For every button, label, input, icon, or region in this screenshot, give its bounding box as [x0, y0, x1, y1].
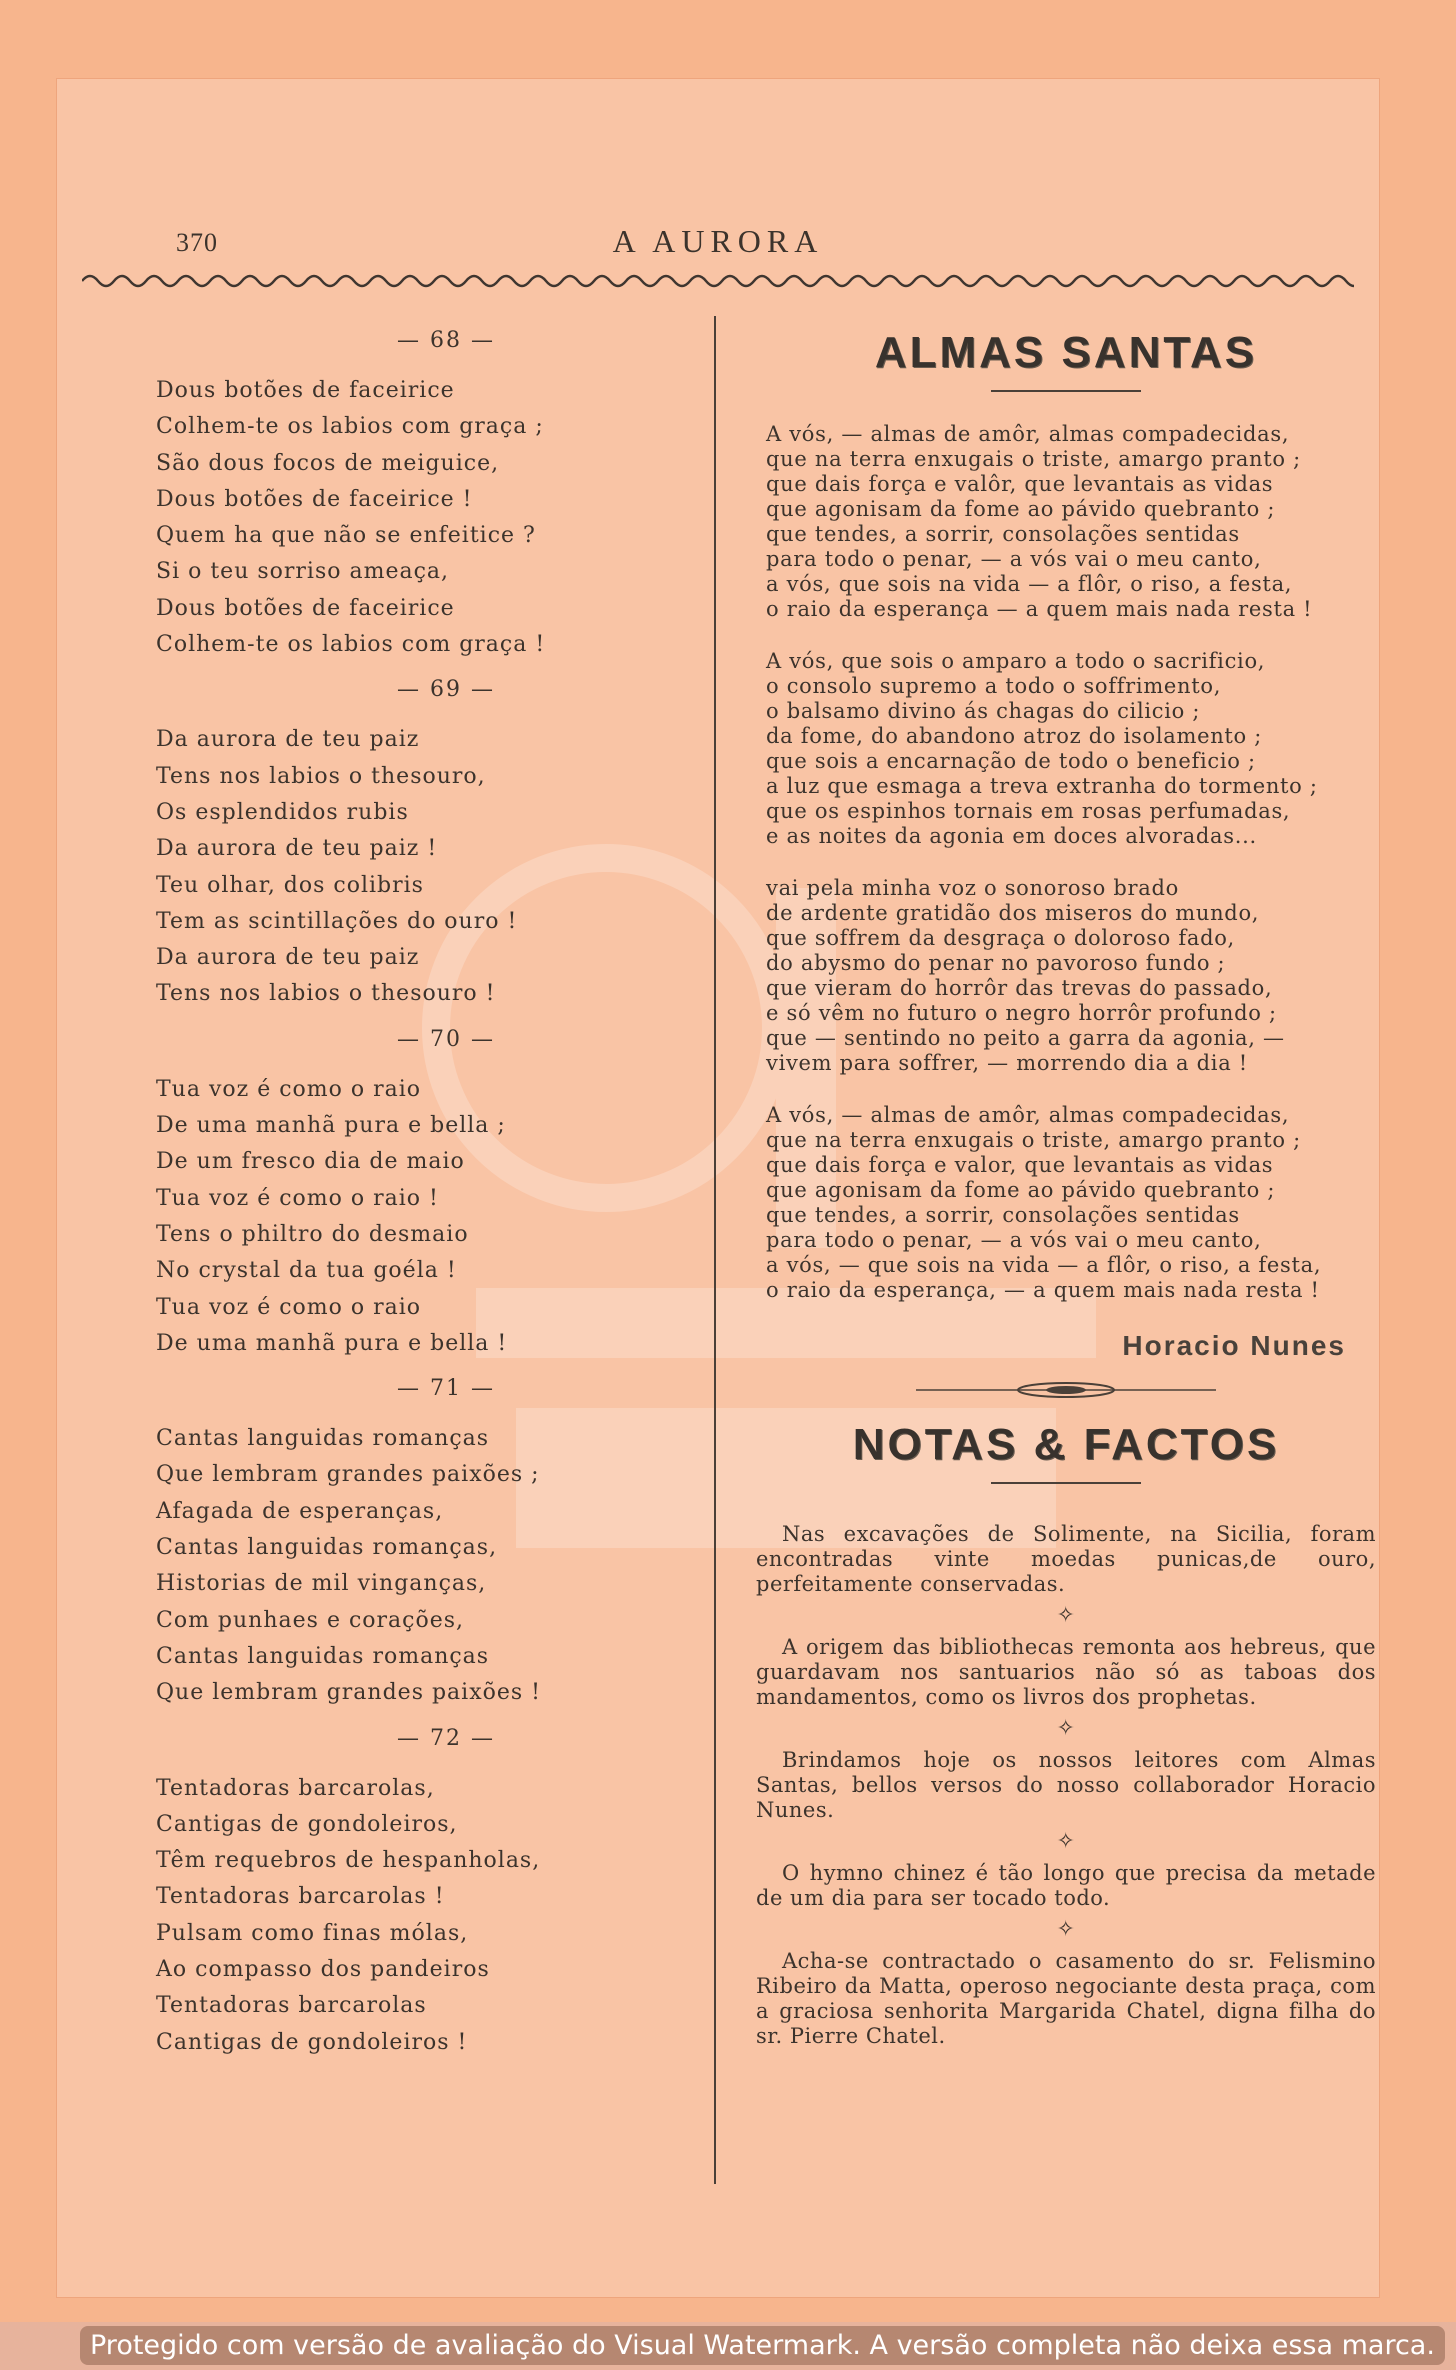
stanza-line: de ardente gratidão dos miseros do mundo, — [766, 901, 1260, 925]
sparkle-separator-icon: ✧ — [1056, 1716, 1076, 1741]
notes-list — [756, 1522, 1376, 2049]
poem-line: Que lembram grandes paixões ! — [156, 1680, 542, 1706]
poem-line: Historias de mil vinganças, — [156, 1571, 487, 1597]
sparkle-separator-icon: ✧ — [1056, 1917, 1076, 1942]
stanza-line: da fome, do abandono atroz do isolamento ; — [766, 724, 1263, 748]
note-item: A origem das bibliothecas remonta aos hebreus, que guardavam nos santuarios não só as taboas dos mandamentos, como os livros dos prophetas. — [756, 1635, 1376, 1709]
poem-line: Da aurora de teu paiz — [156, 945, 420, 971]
wave-ornament-rule — [82, 268, 1354, 294]
almas-santas-title: ALMAS SANTAS — [874, 328, 1258, 377]
poem-number: — 69 — — [397, 677, 495, 703]
poem-line: Têm requebros de hespanholas, — [156, 1848, 541, 1874]
stanza-line: que sois a encarnação de todo o beneficio ; — [766, 749, 1256, 773]
sparkle-separator-icon: ✧ — [1056, 1603, 1076, 1628]
stanza-line: a vós, que sois na vida — a flôr, o riso, a festa, — [766, 572, 1293, 596]
title-rule — [991, 390, 1141, 392]
poem-line: Tentadoras barcarolas ! — [156, 1884, 445, 1910]
poem-number: — 70 — — [397, 1026, 495, 1052]
poem — [156, 677, 696, 1012]
stanza-line: que tendes, a sorrir, consolações sentidas — [766, 522, 1240, 546]
stanza-line: que dais força e valôr, que levantais as vidas — [766, 472, 1274, 496]
stanza-line: que na terra enxugais o triste, amargo pranto ; — [766, 1128, 1301, 1152]
poem — [156, 1376, 696, 1711]
almas-santas-poem — [756, 422, 1376, 1303]
stanza — [756, 422, 1376, 622]
poem-line: Tens nos labios o thesouro, — [156, 763, 486, 789]
page-header — [56, 218, 1380, 268]
stanza-line: que tendes, a sorrir, consolações sentidas — [766, 1203, 1240, 1227]
poem-number: — 68 — — [397, 328, 495, 353]
stanza-line: e as noites da agonia em doces alvoradas... — [766, 824, 1257, 848]
column-divider — [714, 316, 716, 2184]
poem-line: Cantigas de gondoleiros, — [156, 1811, 458, 1837]
poem-line: Dous botões de faceirice — [156, 378, 455, 403]
stanza-line: que soffrem da desgraça o doloroso fado, — [766, 926, 1235, 950]
poem — [156, 1027, 696, 1362]
poem-line: Teu olhar, dos colibris — [156, 872, 424, 898]
poem-line: Tens o philtro do desmaio — [156, 1221, 469, 1247]
articles-column — [756, 328, 1376, 2049]
poem-line: Afagada de esperanças, — [156, 1498, 444, 1524]
poem-line: Da aurora de teu paiz ! — [156, 836, 438, 862]
poem-line: Dous botões de faceirice — [156, 595, 455, 621]
stanza-line: que os espinhos tornais em rosas perfumadas, — [766, 799, 1291, 823]
ornament-divider-icon — [916, 1380, 1216, 1400]
stanza-line: o raio da esperança — a quem mais nada resta ! — [766, 597, 1313, 621]
watermark-text: Protegido com versão de avaliação do Visual Watermark. A versão completa não deixa essa marca. — [80, 2326, 1445, 2365]
stanza-line: vivem para soffrer, — morrendo dia a dia ! — [766, 1051, 1248, 1075]
poem-line: Da aurora de teu paiz — [156, 727, 420, 753]
stanza — [756, 1103, 1376, 1303]
poem-line: Tua voz é como o raio ! — [156, 1185, 439, 1211]
poem-line: Dous botões de faceirice ! — [156, 486, 473, 512]
poem-number: — 71 — — [397, 1376, 495, 1402]
stanza-line: A vós, — almas de amôr, almas compadecidas, — [766, 1103, 1290, 1127]
poem-line: De uma manhã pura e bella ! — [156, 1330, 508, 1356]
poem-line: Cantigas de gondoleiros ! — [156, 2029, 468, 2055]
poem-line: Cantas languidas romanças — [156, 1643, 490, 1669]
stanza-line: a luz que esmaga a treva extranha do tormento ; — [766, 774, 1318, 798]
stanza-line: que vieram do horrôr das trevas do passado, — [766, 976, 1273, 1000]
poem-line: Tentadoras barcarolas — [156, 1993, 427, 2019]
stanza-line: A vós, que sois o amparo a todo o sacrificio, — [766, 649, 1266, 673]
notas-factos-title: NOTAS & FACTOS — [852, 1420, 1280, 1469]
stanza — [756, 649, 1376, 849]
note-item: O hymno chinez é tão longo que precisa da metade de um dia para ser tocado todo. — [756, 1861, 1376, 1910]
stanza-line: vai pela minha voz o sonoroso brado — [766, 876, 1179, 900]
stanza-line: que na terra enxugais o triste, amargo pranto ; — [766, 447, 1301, 471]
stanza-line: para todo o penar, — a vós vai o meu canto, — [766, 1228, 1262, 1252]
note-item: Acha-se contractado o casamento do sr. Felismino Ribeiro da Matta, operoso negociante desta praça, com a graciosa senhorita Margarida Chatel, digna filha do sr. Pierre Chatel. — [756, 1949, 1376, 2048]
stanza — [756, 876, 1376, 1076]
poem-line: Tem as scintillações do ouro ! — [156, 908, 518, 934]
poem-line: No crystal da tua goéla ! — [156, 1258, 457, 1284]
stanza-line: que agonisam da fome ao pávido quebranto ; — [766, 497, 1276, 521]
newspaper-page — [56, 78, 1380, 2298]
poem-line: Cantas languidas romanças — [156, 1426, 490, 1452]
poem-line: Si o teu sorriso ameaça, — [156, 559, 450, 585]
stanza-line: o balsamo divino ás chagas do cilicio ; — [766, 699, 1201, 723]
note-item: Nas excavações de Solimente, na Sicilia, foram encontradas vinte moedas punicas,de ouro, perfeitamente conservadas. — [756, 1522, 1376, 1596]
poems-column — [156, 328, 696, 2075]
stanza-line: que — sentindo no peito a garra da agonia, — — [766, 1026, 1285, 1050]
stanza-line: a vós, — que sois na vida — a flôr, o riso, a festa, — [766, 1253, 1322, 1277]
poem-line: Com punhaes e corações, — [156, 1607, 465, 1633]
poem-line: Colhem-te os labios com graça ; — [156, 414, 544, 440]
poem-line: São dous focos de meiguice, — [156, 450, 500, 476]
page-number: 370 — [176, 228, 218, 257]
poem-line: De um fresco dia de maio — [156, 1149, 465, 1175]
title-rule — [991, 1482, 1141, 1484]
poem-line: Colhem-te os labios com graça ! — [156, 632, 546, 658]
stanza-line: o consolo supremo a todo o soffrimento, — [766, 674, 1222, 698]
poem-line: Tua voz é como o raio — [156, 1294, 422, 1320]
poem-line: Pulsam como finas mólas, — [156, 1920, 469, 1946]
poem-line: Os esplendidos rubis — [156, 799, 409, 825]
poem-line: Tentadoras barcarolas, — [156, 1775, 435, 1801]
stanza-line: o raio da esperança, — a quem mais nada resta ! — [766, 1278, 1320, 1302]
poem-line: De uma manhã pura e bella ; — [156, 1113, 506, 1139]
stanza-line: que dais força e valor, que levantais as vidas — [766, 1153, 1274, 1177]
poem-line: Tua voz é como o raio — [156, 1076, 422, 1102]
poem-line: Cantas languidas romanças, — [156, 1535, 498, 1561]
stanza-line: A vós, — almas de amôr, almas compadecidas, — [766, 422, 1290, 446]
stanza-line: para todo o penar, — a vós vai o meu canto, — [766, 547, 1262, 571]
poem-number: — 72 — — [397, 1725, 495, 1751]
poem — [156, 1726, 696, 2061]
poem-line: Ao compasso dos pandeiros — [156, 1956, 490, 1982]
poem-line: Que lembram grandes paixões ; — [156, 1462, 540, 1488]
stanza-line: do abysmo do penar no pavoroso fundo ; — [766, 951, 1226, 975]
poem-line: Quem ha que não se enfeitice ? — [156, 523, 536, 549]
stanza-line: que agonisam da fome ao pávido quebranto ; — [766, 1178, 1276, 1202]
journal-title: A AURORA — [612, 223, 824, 259]
poem-line: Tens nos labios o thesouro ! — [156, 981, 496, 1007]
poem — [156, 328, 696, 663]
stanza-line: e só vêm no futuro o negro horrôr profundo ; — [766, 1001, 1277, 1025]
note-item: Brindamos hoje os nossos leitores com Almas Santas, bellos versos do nosso collaborador Horacio Nunes. — [756, 1748, 1376, 1822]
author-signature: Horacio Nunes — [1122, 1330, 1346, 1361]
sparkle-separator-icon: ✧ — [1056, 1829, 1076, 1854]
